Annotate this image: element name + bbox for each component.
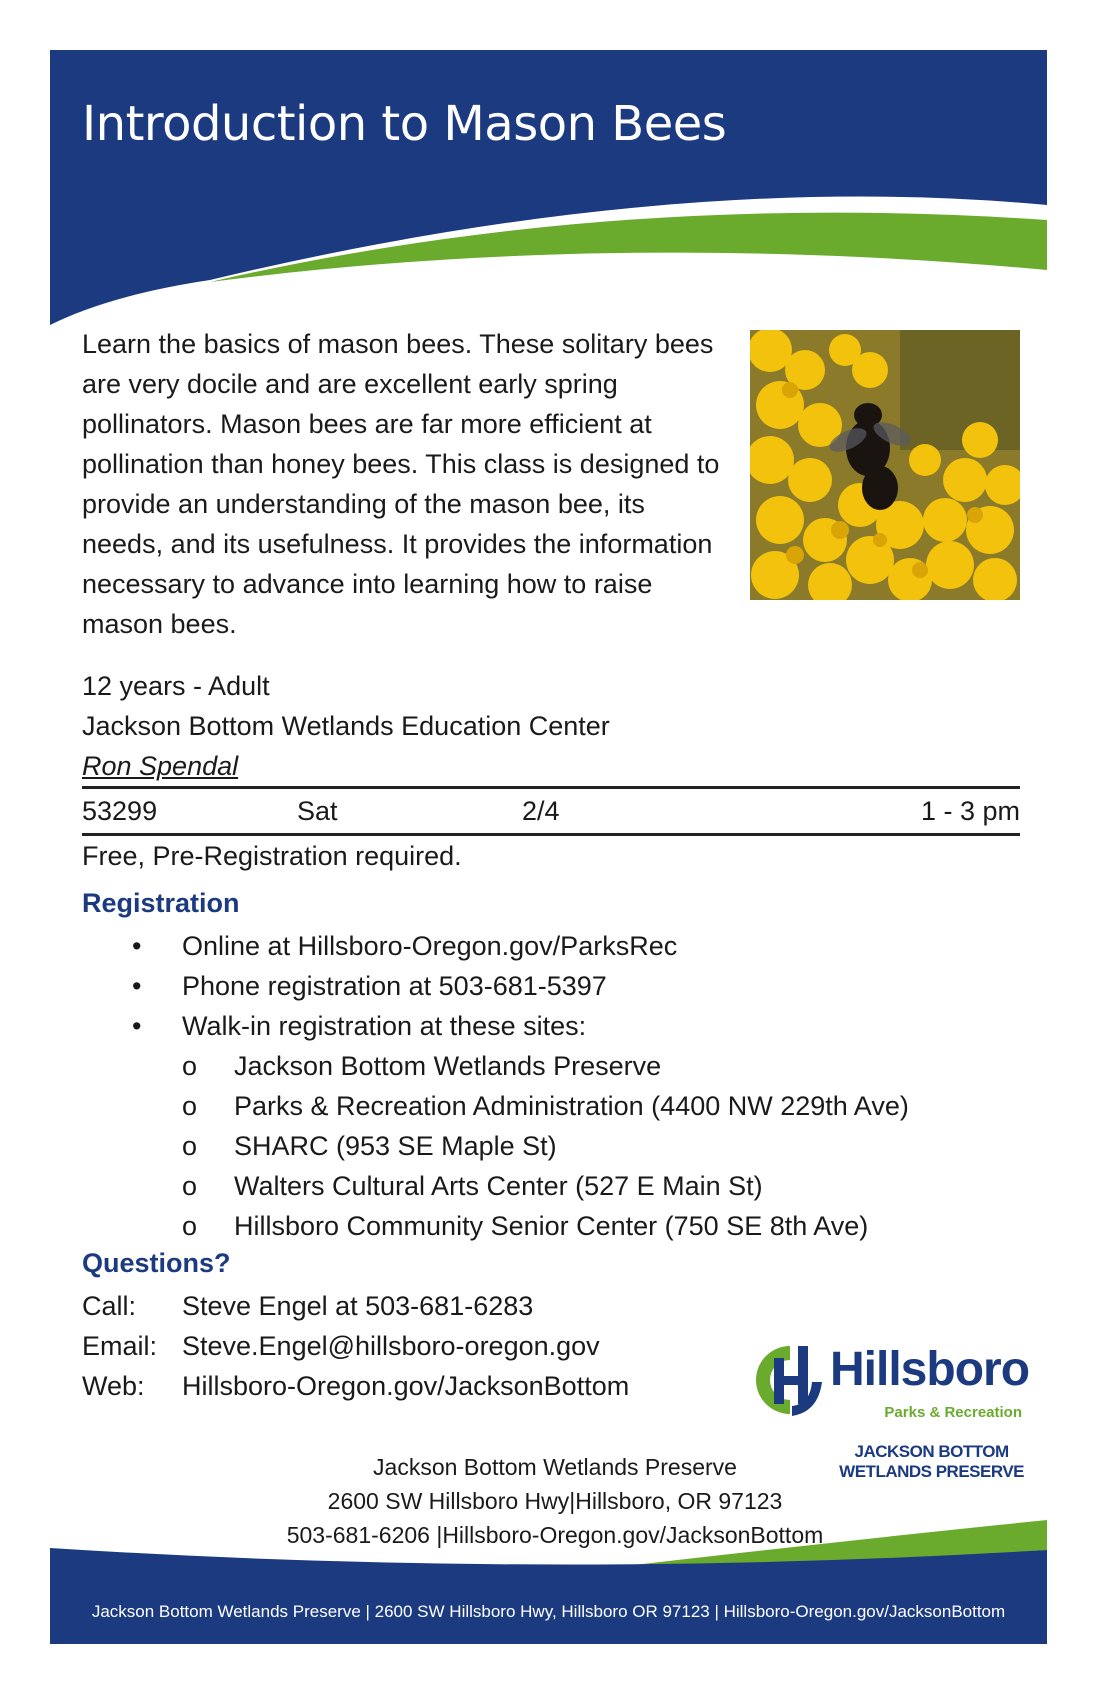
bullet-marker: •	[132, 1011, 142, 1041]
session-date: 2/4	[522, 796, 560, 826]
logo-wordmark: Hillsboro	[830, 1343, 1030, 1396]
bullet-marker: •	[132, 931, 142, 961]
class-location: Jackson Bottom Wetlands Education Center	[82, 711, 610, 741]
session-time: 1 - 3 pm	[920, 796, 1020, 826]
site-text: Walters Cultural Arts Center (527 E Main St)	[234, 1171, 763, 1201]
age-range: 12 years - Adult	[82, 671, 270, 701]
registration-item-online	[82, 926, 1042, 966]
intro-paragraph: Learn the basics of mason bees. These solitary bees are very docile and are excellent early spring pollinators. Mason bees are far more efficient at pollination than honey bees. This class is designed to provide an understanding of the mason bee, its needs, and its usefulness. It provides the information necessary to advance into learning how to raise mason bees.	[82, 329, 720, 639]
registration-list	[82, 926, 1042, 1246]
footer-wave-graphic	[50, 1520, 1047, 1644]
site-text: Jackson Bottom Wetlands Preserve	[234, 1051, 662, 1081]
site-text: Parks & Recreation Administration (4400 NW 229th Ave)	[234, 1091, 909, 1121]
bullet-marker: •	[132, 971, 142, 1001]
site-item	[82, 1046, 1042, 1086]
email-label: Email:	[82, 1331, 158, 1361]
address-line-2: 2600 SW Hillsboro Hwy|Hillsboro, OR 97123	[327, 1488, 783, 1514]
registration-item-walkin	[82, 1006, 1042, 1046]
registration-item-text: Online at Hillsboro-Oregon.gov/ParksRec	[182, 931, 678, 961]
class-info	[82, 666, 1020, 876]
web-label: Web:	[82, 1371, 145, 1401]
sub-bullet-marker: o	[182, 1051, 198, 1081]
web-link[interactable]: Hillsboro-Oregon.gov/JacksonBottom	[182, 1371, 630, 1401]
jb-line-1: JACKSON BOTTOM	[854, 1442, 1009, 1461]
address-line-3: 503-681-6206 |Hillsboro-Oregon.gov/JacksonBottom	[286, 1522, 824, 1548]
site-item	[82, 1166, 1042, 1206]
footer-banner	[50, 1520, 1047, 1644]
site-text: Hillsboro Community Senior Center (750 SE 8th Ave)	[234, 1211, 869, 1241]
registration-item-text: Walk-in registration at these sites:	[182, 1011, 587, 1041]
logo-subtitle: Parks & Recreation	[884, 1404, 1022, 1421]
sub-bullet-marker: o	[182, 1211, 198, 1241]
fee-note: Free, Pre-Registration required.	[82, 841, 462, 871]
sub-bullet-marker: o	[182, 1171, 198, 1201]
header-banner	[50, 50, 1047, 330]
questions-heading: Questions?	[82, 1248, 231, 1278]
address-line-1: Jackson Bottom Wetlands Preserve	[373, 1454, 737, 1480]
call-label: Call:	[82, 1291, 137, 1321]
site-text: SHARC (953 SE Maple St)	[234, 1131, 557, 1161]
footer-text: Jackson Bottom Wetlands Preserve | 2600 SW Hillsboro Hwy, Hillsboro OR 97123 | Hillsboro-Oregon.gov/JacksonBottom	[91, 1602, 1006, 1621]
hillsboro-h-logo-icon	[752, 1342, 830, 1418]
site-item	[82, 1086, 1042, 1126]
session-day: Sat	[297, 796, 338, 826]
session-row	[82, 786, 1020, 836]
site-item	[82, 1126, 1042, 1166]
registration-item-text: Phone registration at 503-681-5397	[182, 971, 607, 1001]
sub-bullet-marker: o	[182, 1091, 198, 1121]
mason-bee-photo	[750, 330, 1020, 600]
jb-line-2: WETLANDS PRESERVE	[839, 1462, 1024, 1481]
registration-heading: Registration	[82, 888, 240, 918]
session-code: 53299	[82, 796, 158, 826]
page-title: Introduction to Mason Bees	[82, 96, 727, 152]
sub-bullet-marker: o	[182, 1131, 198, 1161]
instructor-name: Ron Spendal	[82, 751, 239, 781]
email-link[interactable]: Steve.Engel@hillsboro-oregon.gov	[182, 1331, 600, 1361]
site-item	[82, 1206, 1042, 1246]
header-wave-graphic	[50, 50, 1047, 330]
call-value: Steve Engel at 503-681-6283	[182, 1291, 534, 1321]
registration-item-phone	[82, 966, 1042, 1006]
